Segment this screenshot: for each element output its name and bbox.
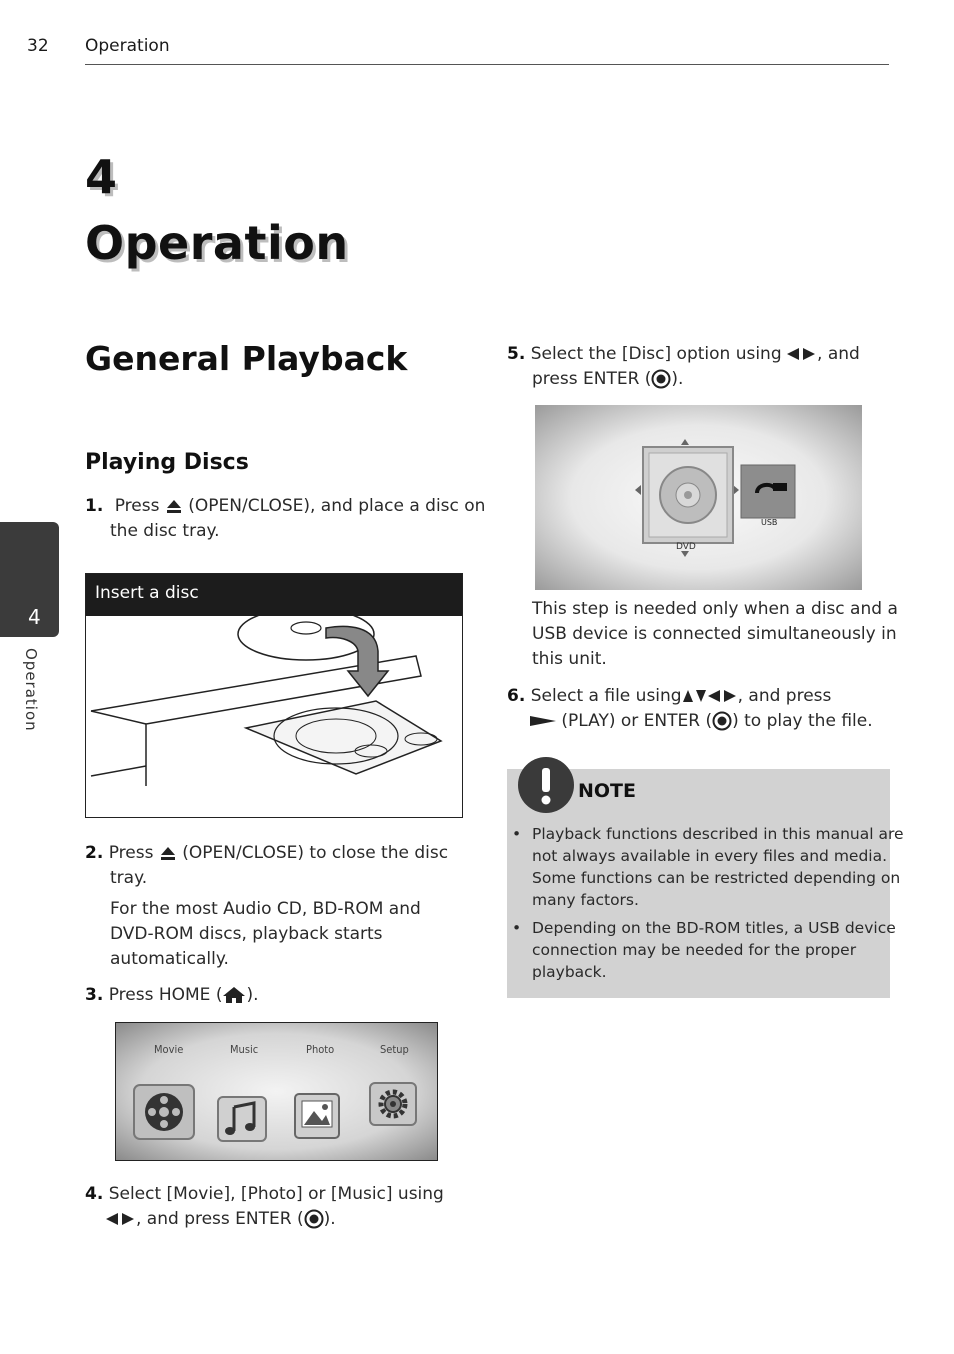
step-1-text-a: Press [114, 496, 160, 516]
step-2-note-line-3: automatically. [110, 949, 229, 969]
step-5-number: 5. [507, 344, 526, 364]
eject-icon [159, 845, 177, 861]
note-bullet-1-line-2: not always available in every files and media. [532, 847, 888, 865]
step-4-number: 4. [85, 1184, 104, 1204]
note-bullet-2-line-1: Depending on the BD-ROM titles, a USB device [532, 919, 896, 937]
running-header: Operation [85, 36, 170, 56]
chapter-title: Operation [85, 216, 349, 270]
step-3-text-b: ). [246, 985, 259, 1005]
up-down-arrows-icon [682, 689, 708, 703]
step-6-text-b: , and press [737, 686, 832, 706]
selection-graphics [535, 405, 862, 590]
movie-reel-icon [132, 1081, 198, 1141]
note-label: NOTE [578, 780, 636, 802]
usb-label: USB [761, 518, 778, 527]
photo-icon [292, 1091, 342, 1141]
left-right-arrows-icon [106, 1212, 136, 1226]
note-bullet-1-line-4: many factors. [532, 891, 639, 909]
eject-icon [165, 498, 183, 514]
step-5-note-line-3: this unit. [532, 649, 607, 669]
side-tab-number: 4 [28, 605, 41, 629]
step-3-line-1 [85, 983, 259, 1008]
setup-gear-icon [368, 1081, 418, 1127]
note-bullet-1-line-1: Playback functions described in this manual are [532, 825, 904, 843]
step-4-text-c: ). [323, 1209, 336, 1229]
step-4-text-a: Select [Movie], [Photo] or [Music] using [108, 1184, 444, 1204]
subsection-title: Playing Discs [85, 450, 249, 475]
step-6-text-a: Select a file using [530, 686, 682, 706]
step-1-line-2: the disc tray. [110, 521, 220, 541]
step-4-text-b: , and press ENTER ( [136, 1209, 304, 1229]
step-6-text-c: (PLAY) or ENTER ( [561, 711, 713, 731]
step-5-line-1 [507, 342, 860, 367]
note-bullet-1-line-3: Some functions can be restricted depending on [532, 869, 901, 887]
note-bullet-marker-2: • [512, 919, 522, 937]
dvd-label: DVD [676, 542, 696, 552]
step-2-text-a: Press [108, 843, 154, 863]
enter-button-icon [651, 369, 671, 389]
step-5-text-a: Select the [Disc] option using [530, 344, 782, 364]
step-5-line-2 [532, 367, 683, 392]
step-2-note-line-2: DVD-ROM discs, playback starts [110, 924, 383, 944]
exclamation-icon [518, 757, 574, 813]
step-5-text-b: , and [817, 344, 860, 364]
step-6-number: 6. [507, 686, 526, 706]
menu-label-movie: Movie [154, 1043, 184, 1056]
step-6-text-d: ) to play the file. [732, 711, 873, 731]
note-bullet-2-line-2: connection may be needed for the proper [532, 941, 857, 959]
menu-label-photo: Photo [306, 1043, 335, 1056]
step-5-note-line-2: USB device is connected simultaneously in [532, 624, 897, 644]
side-tab-label: Operation [22, 648, 40, 732]
step-1-text-b: (OPEN/CLOSE), and place a disc on [188, 496, 486, 516]
step-5-text-c: press ENTER ( [532, 369, 652, 389]
home-menu-screenshot [115, 1022, 438, 1161]
enter-button-icon [304, 1209, 324, 1229]
enter-button-icon [712, 711, 732, 731]
step-2-number: 2. [85, 843, 104, 863]
note-bullet-marker-1: • [512, 825, 522, 843]
step-2-text-b: (OPEN/CLOSE) to close the disc [182, 843, 449, 863]
step-6-line-2 [530, 709, 873, 734]
step-1-line-1 [85, 494, 485, 519]
step-1-number: 1. [85, 496, 104, 516]
disc-usb-selection-screenshot [535, 405, 862, 590]
left-right-arrows-icon [787, 347, 817, 361]
left-right-arrows-icon [708, 689, 738, 703]
chapter-number: 4 [85, 150, 118, 204]
step-4-line-2 [106, 1207, 336, 1232]
step-5-text-d: ). [671, 369, 684, 389]
play-icon [530, 714, 556, 728]
step-2-line-2: tray. [110, 868, 148, 888]
step-4-line-1 [85, 1182, 444, 1207]
step-2-line-1 [85, 841, 448, 866]
page-number: 32 [27, 36, 49, 56]
menu-label-setup: Setup [380, 1043, 409, 1056]
step-3-text-a: Press HOME ( [108, 985, 223, 1005]
section-title: General Playback [85, 339, 408, 378]
step-5-note-line-1: This step is needed only when a disc and a [532, 599, 898, 619]
insert-disc-figure [85, 573, 463, 818]
step-3-number: 3. [85, 985, 104, 1005]
step-2-note-line-1: For the most Audio CD, BD-ROM and [110, 899, 421, 919]
home-icon [222, 986, 246, 1004]
step-6-line-1 [507, 684, 831, 709]
music-note-icon [216, 1095, 268, 1143]
header-rule [85, 64, 889, 65]
player-illustration [86, 616, 461, 816]
menu-label-music: Music [230, 1043, 259, 1056]
figure-caption-bar: Insert a disc [86, 574, 462, 616]
note-bullet-2-line-3: playback. [532, 963, 607, 981]
